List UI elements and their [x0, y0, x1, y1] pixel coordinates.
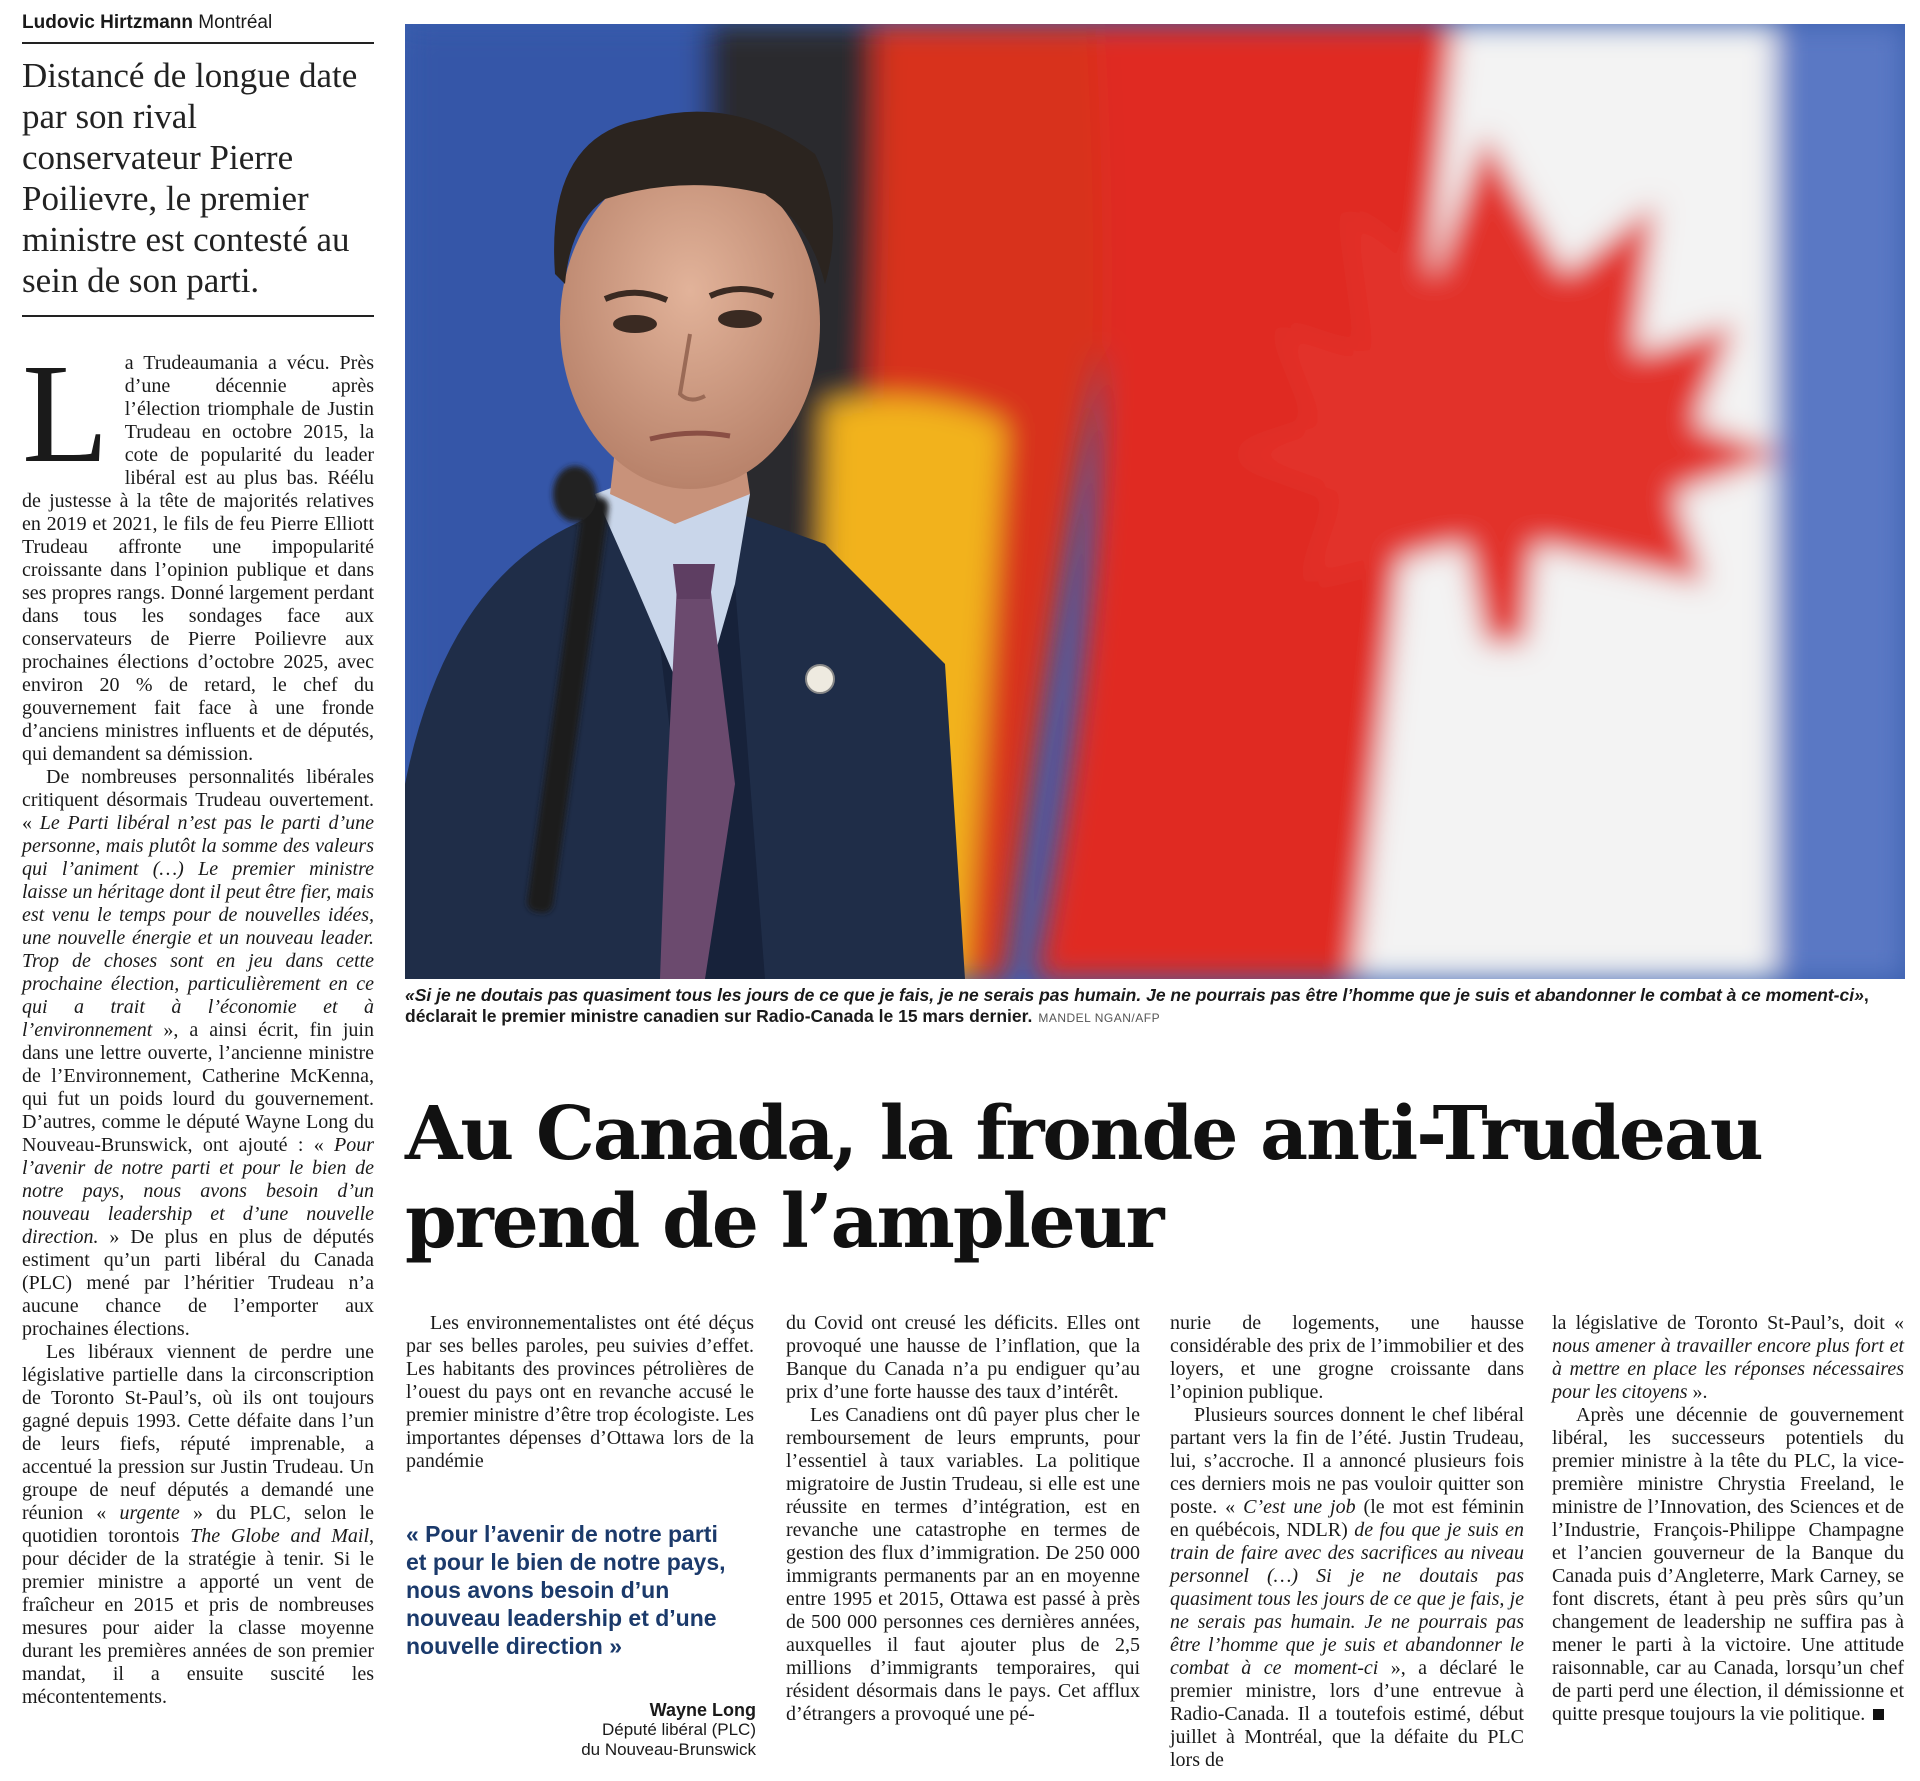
- paragraph: Après une décennie de gouvernement libéral, les successeurs potentiels du premier ministre à la tête du PLC, la vice-première ministre Chrystia Freeland, le ministre de l’Innovation, des Sciences et de l’Industrie, François-Philippe Champagne et l’ancien gouverneur de la Banque du Canada puis d’Angleterre, Mark Carney, se font discrets, étant à peu près sûrs qu’un changement de leadership ne suffira pas à mener le parti à la victoire. Une attitude raisonnable, car au Canada, lorsqu’un chef de parti perd une élection, il démissionne et quitte presque toujours la vie politique.: [1552, 1404, 1904, 1725]
- trudeau-portrait-illustration: [405, 24, 1905, 979]
- article-column-1: [22, 334, 375, 1709]
- attribution-name: Wayne Long: [649, 1700, 756, 1720]
- paragraph: Les Canadiens ont dû payer plus cher le remboursement de leurs emprunts, pour l’essentiel à taux variables. La politique migratoire de Justin Trudeau, si elle est une réussite en termes d’intégration, est en revanche une catastrophe en termes de gestion des flux d’immigration. De 250 000 immigrants permanents par an en moyenne entre 1995 et 2015, Ottawa est passé à près de 500 000 personnes ces dernières années, auxquelles il faut ajouter plus de 2,5 millions d’immigrants temporaires, qui résident désormais dans le pays. Cet afflux d’étrangers a provoqué une pé-: [786, 1404, 1140, 1725]
- paragraph: De nombreuses personnalités libérales critiquent désormais Trudeau ouvertement. « Le Parti libéral n’est pas le parti d’une personne, mais plutôt la somme des valeurs qui l’animent (…) Le premier ministre laisse un héritage dont il peut être fier, mais est venu le temps pour de nouvelles idées, une nouvelle énergie et un nouveau leader. Trop de choses sont en jeu dans cette prochaine élection, particulièrement en ce qui a trait à l’économie et à l’environnement », a ainsi écrit, fin juin dans une lettre ouverte, l’ancienne ministre de l’Environnement, Catherine McKenna, qui fut un poids lourd du gouvernement. D’autres, comme le député Wayne Long du Nouveau-Brunswick, ont ajouté : « Pour l’avenir de notre parti et pour le bien de notre pays, nous avons besoin d’un nouveau leadership et d’une nouvelle direction. » De plus en plus de députés estiment qu’un parti libéral du Canada (PLC) mené par l’héritier Trudeau n’a aucune chance de l’emporter aux prochaines élections.: [22, 766, 375, 1340]
- article-column-3: [786, 1312, 1140, 1726]
- attribution-role: du Nouveau-Brunswick: [581, 1740, 756, 1759]
- article-column-2: [406, 1312, 754, 1473]
- byline: [22, 12, 374, 44]
- pull-quote: « Pour l’avenir de notre parti et pour le bien de notre pays, nous avons besoin d’un nouveau leadership et d’une nouvelle direction »: [406, 1521, 726, 1659]
- article-photo: [405, 24, 1905, 979]
- paragraph: Les libéraux viennent de perdre une législative partielle dans la circonscription de Toronto St-Paul’s, où ils ont toujours gagné depuis 1993. Cette défaite dans l’un de leurs fiefs, réputé imprenable, a accentué la pression sur Justin Trudeau. Un groupe de neuf députés a demandé une réunion « urgente » du PLC, selon le quotidien torontois The Globe and Mail, pour décider de la stratégie à tenir. Si le premier ministre a apporté un vent de fraîcheur en 2015 et pris de nombreuses mesures pour aider la classe moyenne durant les premières années de son premier mandat, il a ensuite suscité les mécontentements.: [22, 1341, 374, 1708]
- paragraph: La Trudeaumania a vécu. Près d’une décennie après l’élection triomphale de Justin Trudeau en octobre 2015, la cote de popularité du leader libéral est au plus bas. Réélu de justesse à la tête de majorités relatives en 2019 et 2021, le fils de feu Pierre Elliott Trudeau affronte une impopularité croissante dans l’opinion publique et dans ses propres rangs. Donné largement perdant dans tous les sondages face aux conservateurs de Pierre Poilievre aux prochaines élections d’octobre 2025, avec environ 20 % de retard, le chef du gouvernement fait face à une fronde d’anciens ministres influents et de députés, qui demandent sa démission.: [22, 334, 374, 765]
- author-name: Ludovic Hirtzmann: [22, 12, 194, 33]
- paragraph: Les environnementalistes ont été déçus par ses belles paroles, peu suivies d’effet. Les habitants des provinces pétrolières de l’ouest du pays ont en revanche accusé le premier ministre d’être trop écologiste. Les importantes dépenses d’Ottawa lors de la pandémie: [406, 1312, 754, 1472]
- byline-location: Montréal: [198, 12, 273, 33]
- article-column-5: [1552, 1312, 1904, 1726]
- drop-cap: L: [22, 334, 109, 492]
- quote-attribution: [406, 1700, 756, 1760]
- photo-caption: [405, 985, 1905, 1029]
- caption-quote: «Si je ne doutais pas quasiment tous les jours de ce que je fais, je ne serais pas humain. Je ne pourrais pas être l’homme que je suis et abandonner le combat à ce moment-ci»: [405, 985, 1864, 1005]
- paragraph: nurie de logements, une hausse considérable des prix de l’immobilier et des loyers, et une grogne croissante dans l’opinion publique.: [1170, 1312, 1524, 1403]
- caption-text: , déclarait le premier ministre canadien sur Radio-Canada le 15 mars dernier.: [405, 985, 1869, 1026]
- article-column-4: [1170, 1312, 1524, 1772]
- standfirst: Distancé de longue date par son rival conservateur Pierre Poilievre, le premier ministre est contesté au sein de son parti.: [22, 55, 374, 317]
- attribution-role: Député libéral (PLC): [601, 1720, 756, 1739]
- paragraph: du Covid ont creusé les déficits. Elles ont provoqué une hausse de l’inflation, que la Banque du Canada n’a pu endiguer qu’au prix d’une forte hausse des taux d’intérêt.: [786, 1312, 1140, 1403]
- paragraph: la législative de Toronto St-Paul’s, doit « nous amener à travailler encore plus fort et à mettre en place les réponses nécessaires pour les citoyens ».: [1552, 1312, 1904, 1403]
- headline: Au Canada, la fronde anti-Trudeau prend de l’ampleur: [405, 1091, 1762, 1265]
- paragraph: Plusieurs sources donnent le chef libéral partant vers la fin de l’été. Justin Trudeau, lui, s’accroche. Il a annoncé plusieurs fois ces derniers mois ne pas vouloir quitter son poste. « C’est une job (le mot est féminin en québécois, NDLR) de fou que je suis en train de faire avec des sacrifices au niveau personnel (…) Si je ne doutais pas quasiment tous les jours de ce que je fais, je ne serais pas humain. Je ne pourrais pas être l’homme que je suis et abandonner le combat à ce moment-ci », a déclaré le premier ministre, lors d’une entrevue à Radio-Canada. Il a toutefois estimé, début juillet à Montréal, que la défaite du PLC lors de: [1170, 1404, 1524, 1771]
- photo-credit: MANDEL NGAN/AFP: [1038, 1011, 1161, 1025]
- end-of-article-mark: [1873, 1709, 1884, 1720]
